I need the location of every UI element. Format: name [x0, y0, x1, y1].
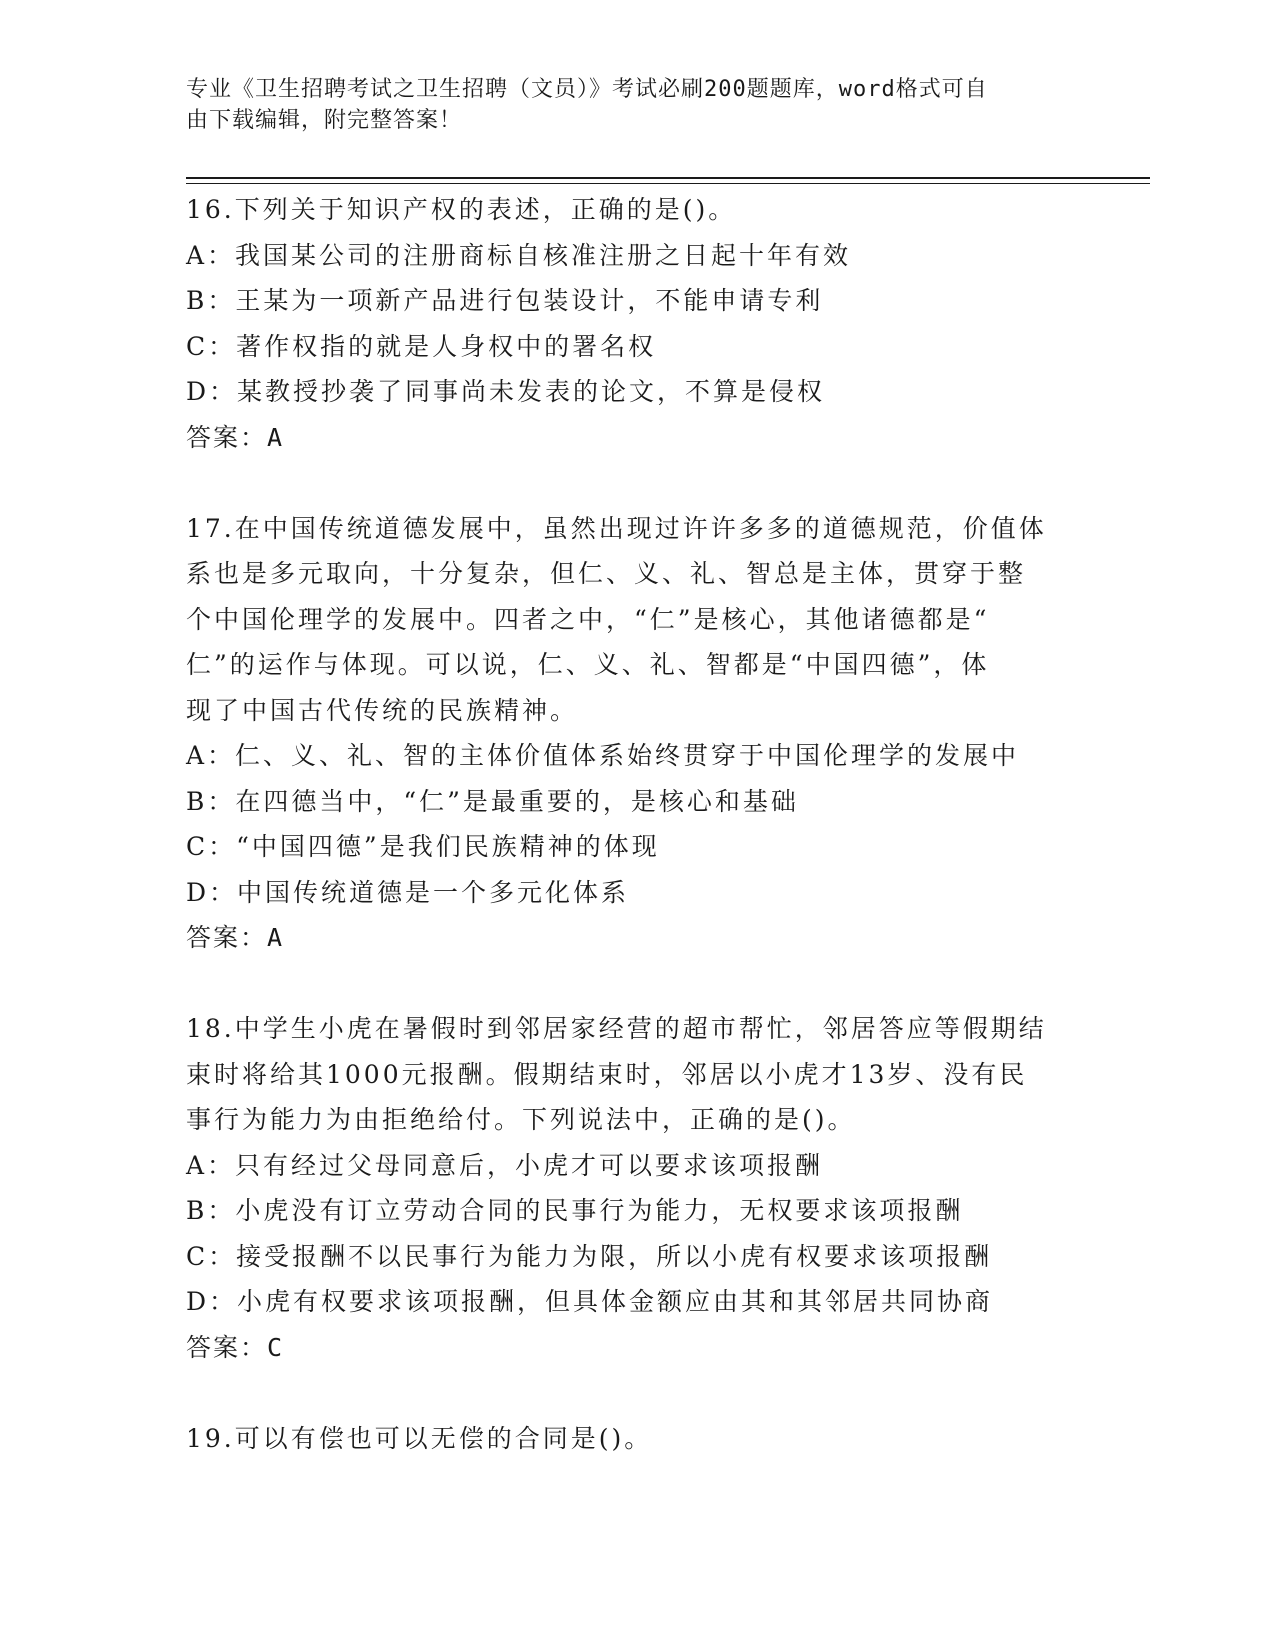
question-16	[186, 187, 1086, 460]
option-c: C：“中国四德”是我们民族精神的体现	[186, 832, 660, 861]
question-stem-line: 16.下列关于知识产权的表述，正确的是()。	[186, 195, 737, 224]
option-a: A：我国某公司的注册商标自核准注册之日起十年有效	[186, 240, 852, 270]
question-17	[186, 506, 1086, 961]
question-stem-line: 仁”的运作与体现。可以说，仁、义、礼、智都是“中国四德”，体	[186, 650, 990, 679]
question-spacer	[186, 460, 1086, 506]
option-d: D：小虎有权要求该项报酬，但具体金额应由其和其邻居共同协商	[186, 1287, 994, 1316]
question-18	[186, 1006, 1086, 1370]
answer-line: 答案：A	[186, 923, 285, 952]
question-stem-line: 系也是多元取向，十分复杂，但仁、义、礼、智总是主体，贯穿于整	[186, 559, 1027, 588]
option-a: A：只有经过父母同意后，小虎才可以要求该项报酬	[186, 1150, 824, 1180]
header-divider-thick	[186, 177, 1150, 179]
question-stem-line: 事行为能力为由拒绝给付。下列说法中，正确的是()。	[186, 1105, 856, 1134]
question-spacer	[186, 1370, 1086, 1416]
question-stem-line: 17.在中国传统道德发展中，虽然出现过许许多多的道德规范，价值体	[186, 513, 1047, 543]
header-line-2: 由下载编辑，附完整答案！	[186, 108, 463, 133]
option-b: B：小虎没有订立劳动合同的民事行为能力，无权要求该项报酬	[186, 1196, 964, 1225]
header-line-1: 专业《卫生招聘考试之卫生招聘（文员）》考试必刷200题题库，word格式可自	[186, 77, 988, 102]
question-list	[186, 187, 1086, 1461]
header-divider-thin	[186, 183, 1150, 184]
question-spacer	[186, 961, 1086, 1007]
option-c: C：著作权指的就是人身权中的署名权	[186, 331, 657, 361]
answer-line: 答案：C	[186, 1332, 285, 1362]
option-d: D：中国传统道德是一个多元化体系	[186, 877, 630, 907]
answer-line: 答案：A	[186, 422, 285, 452]
question-stem-line: 个中国伦理学的发展中。四者之中，“仁”是核心，其他诸德都是“	[186, 604, 990, 634]
option-b: B：在四德当中，“仁”是最重要的，是核心和基础	[186, 786, 799, 816]
option-d: D：某教授抄袭了同事尚未发表的论文，不算是侵权	[186, 377, 826, 406]
question-stem-line: 19.可以有偿也可以无偿的合同是()。	[186, 1423, 653, 1453]
document-header	[186, 74, 1066, 136]
question-stem-line: 束时将给其1000元报酬。假期结束时，邻居以小虎才13岁、没有民	[186, 1059, 1028, 1089]
question-stem-line: 18.中学生小虎在暑假时到邻居家经营的超市帮忙，邻居答应等假期结	[186, 1014, 1047, 1043]
option-b: B：王某为一项新产品进行包装设计，不能申请专利	[186, 286, 824, 315]
option-c: C：接受报酬不以民事行为能力为限，所以小虎有权要求该项报酬	[186, 1241, 993, 1271]
option-a: A：仁、义、礼、智的主体价值体系始终贯穿于中国伦理学的发展中	[186, 741, 1020, 770]
question-stem-line: 现了中国古代传统的民族精神。	[186, 695, 579, 725]
question-19	[186, 1416, 1086, 1462]
